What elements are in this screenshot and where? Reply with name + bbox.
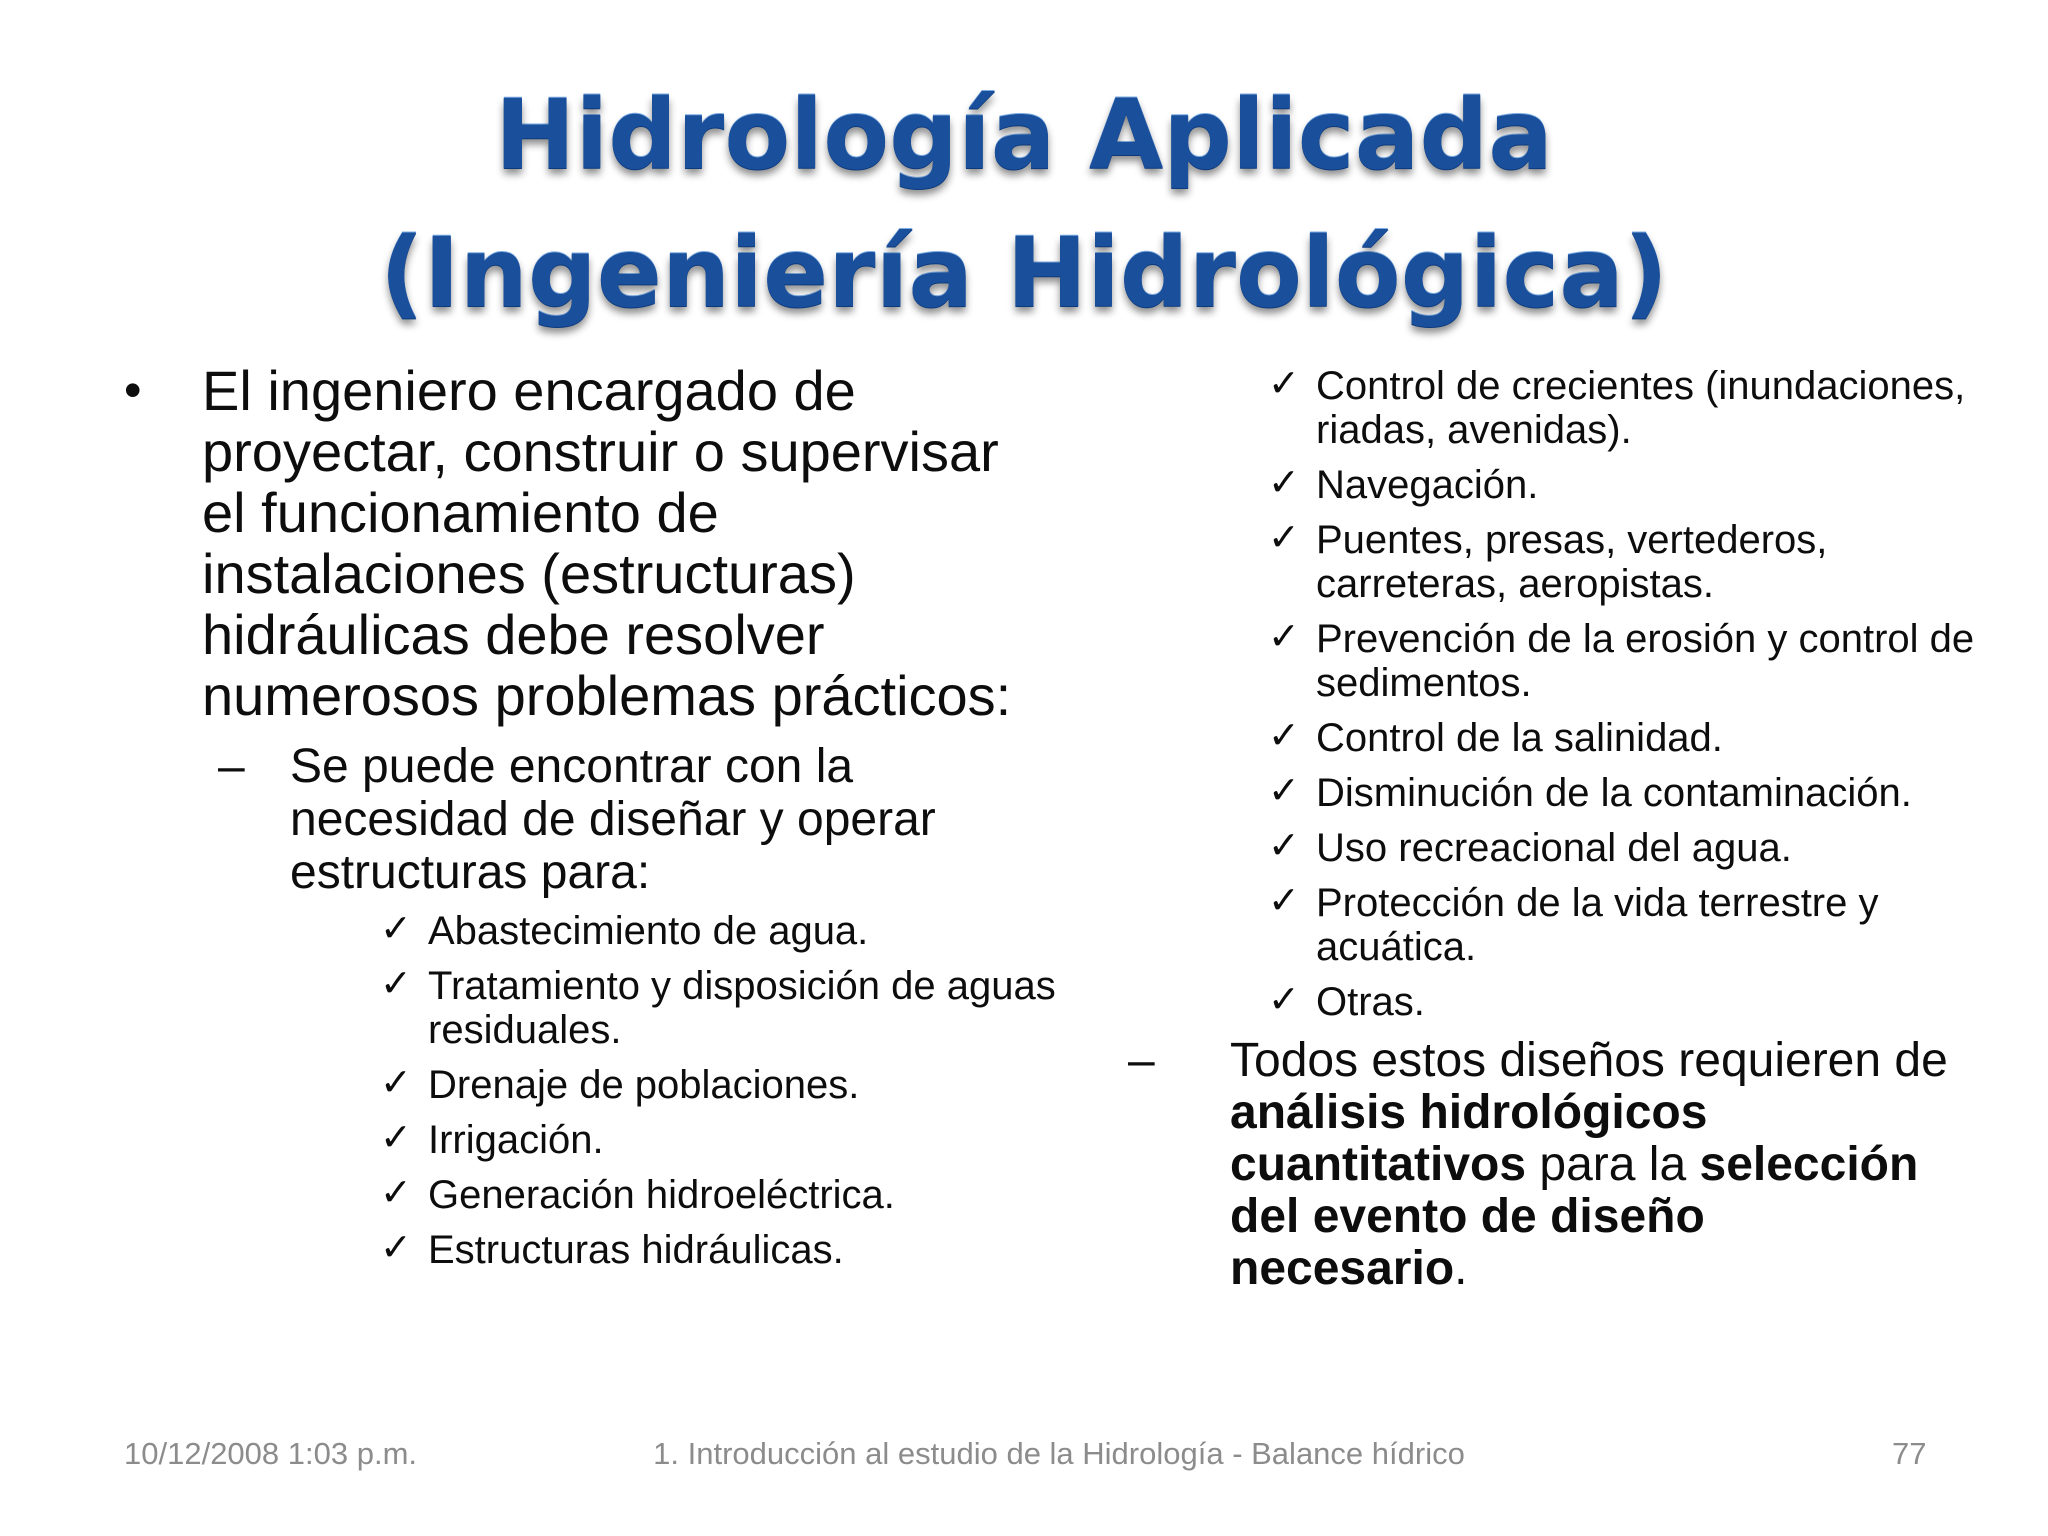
checkmark-icon: ✓ xyxy=(1268,770,1300,812)
left-column xyxy=(118,359,1056,1283)
checkmark-icon: ✓ xyxy=(1268,616,1300,658)
footer-title: 1. Introducción al estudio de la Hidrología - Balance hídrico xyxy=(653,1436,1465,1471)
checkmark-icon: ✓ xyxy=(380,1227,412,1269)
check-item xyxy=(380,1118,1060,1162)
check-item xyxy=(1268,518,1976,606)
right-check-list xyxy=(1268,363,1975,1024)
check-item-text: Protección de la vida terrestre y acuática. xyxy=(1316,881,1879,969)
conclusion-text xyxy=(1230,1034,1948,1295)
check-item xyxy=(380,1228,1060,1272)
checkmark-icon: ✓ xyxy=(1268,363,1300,405)
checkmark-icon: ✓ xyxy=(1268,880,1300,922)
check-item-text: Uso recreacional del agua. xyxy=(1316,826,1792,870)
check-item-text: Generación hidroeléctrica. xyxy=(428,1173,895,1217)
checkmark-icon: ✓ xyxy=(1268,462,1300,504)
left-check-list xyxy=(380,909,1060,1272)
check-item-text: Disminución de la contaminación. xyxy=(1316,771,1912,815)
title-line-1: Hidrología Aplicada xyxy=(495,79,1553,191)
check-item-text: Irrigación. xyxy=(428,1118,604,1162)
bullet-dot-icon: • xyxy=(124,362,142,418)
check-item-text: Estructuras hidráulicas. xyxy=(428,1228,844,1272)
sub-bullet-text: Se puede encontrar con la necesidad de diseñar y operar estructuras para: xyxy=(290,740,936,899)
check-item xyxy=(380,964,1060,1052)
check-item xyxy=(1268,364,1976,452)
dash-icon: – xyxy=(218,740,245,793)
sub-bullet xyxy=(218,740,1010,899)
check-item xyxy=(1268,881,1976,969)
check-item xyxy=(380,909,1060,953)
check-item xyxy=(1268,463,1976,507)
checkmark-icon: ✓ xyxy=(380,1117,412,1159)
check-item xyxy=(1268,716,1976,760)
checkmark-icon: ✓ xyxy=(1268,517,1300,559)
checkmark-icon: ✓ xyxy=(1268,825,1300,867)
conclusion-bold-2: selección del evento de diseño necesario xyxy=(1230,1138,1919,1295)
conclusion-part-2: para la xyxy=(1526,1138,1700,1191)
conclusion-part-3: . xyxy=(1454,1242,1468,1295)
check-item-text: Navegación. xyxy=(1316,463,1539,507)
check-item-text: Prevención de la erosión y control de sedimentos. xyxy=(1316,617,1975,705)
checkmark-icon: ✓ xyxy=(380,908,412,950)
check-item-text: Drenaje de poblaciones. xyxy=(428,1063,860,1107)
slide-title xyxy=(0,66,2048,342)
conclusion-part-1: Todos estos diseños requieren de xyxy=(1230,1034,1948,1087)
footer-date: 10/12/2008 1:03 p.m. xyxy=(124,1436,418,1471)
checkmark-icon: ✓ xyxy=(380,1172,412,1214)
check-item xyxy=(1268,826,1976,870)
checkmark-icon: ✓ xyxy=(1268,715,1300,757)
check-item xyxy=(380,1173,1060,1217)
check-item-text: Abastecimiento de agua. xyxy=(428,909,869,953)
checkmark-icon: ✓ xyxy=(380,1062,412,1104)
check-item xyxy=(1268,617,1976,705)
check-item-text: Control de la salinidad. xyxy=(1316,716,1723,760)
check-item-text: Tratamiento y disposición de aguas residuales. xyxy=(428,964,1056,1052)
checkmark-icon: ✓ xyxy=(380,963,412,1005)
check-item-text: Puentes, presas, vertederos, carreteras, aeropistas. xyxy=(1316,518,1828,606)
check-item xyxy=(1268,980,1976,1024)
conclusion-bullet xyxy=(1128,1034,1950,1295)
check-item xyxy=(1268,771,1976,815)
main-bullet-text: El ingeniero encargado de proyectar, construir o supervisar el funcionamiento de instalaciones (estructuras) hidráulicas debe resolver numerosos problemas prácticos: xyxy=(202,359,1012,727)
conclusion-bold-1: análisis hidrológicos cuantitativos xyxy=(1230,1086,1708,1191)
dash-icon: – xyxy=(1128,1034,1155,1087)
check-item xyxy=(380,1063,1060,1107)
title-line-2: (Ingeniería Hidrológica) xyxy=(380,217,1668,329)
check-item-text: Control de crecientes (inundaciones, riadas, avenidas). xyxy=(1316,364,1966,452)
checkmark-icon: ✓ xyxy=(1268,979,1300,1021)
page-number: 77 xyxy=(1892,1436,1927,1471)
main-bullet xyxy=(118,360,1018,726)
check-item-text: Otras. xyxy=(1316,980,1425,1024)
right-column xyxy=(1128,363,1975,1295)
